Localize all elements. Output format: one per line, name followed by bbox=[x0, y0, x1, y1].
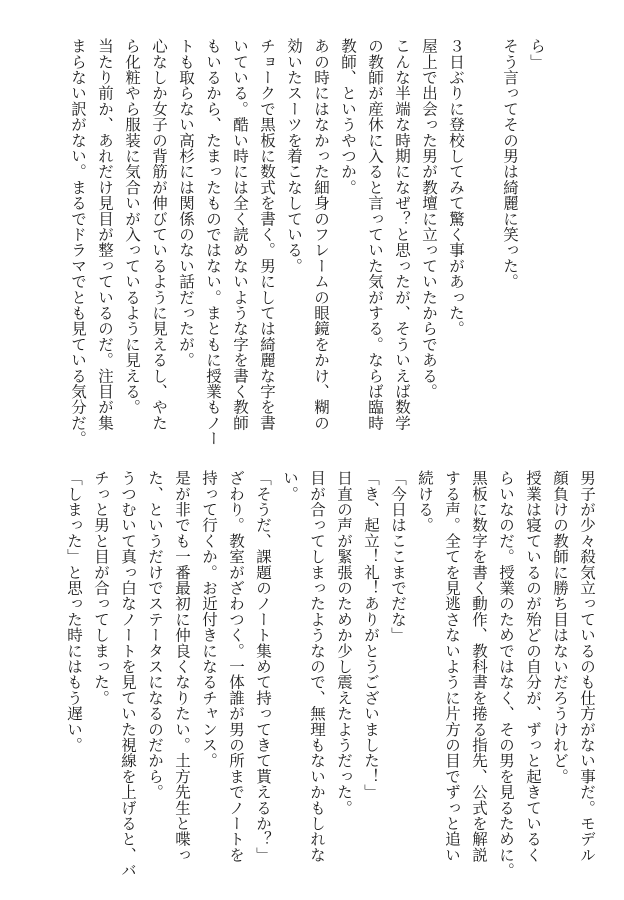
text-line: 「き、起立！礼！ありがとうございました！」 bbox=[362, 470, 380, 800]
text-line: ら化粧やら服装に気合いが入っているように見える。 bbox=[123, 38, 141, 415]
text-line: うつむいて真っ白なノートを見ていた視線を上げると、バ bbox=[119, 470, 137, 879]
text-line: チっと男と目が合ってしまった。 bbox=[92, 470, 110, 706]
text-line: い。 bbox=[281, 470, 299, 502]
text-line: 授業は寝ているのが殆どの自分が、ずっと起きているく bbox=[524, 470, 542, 863]
text-line: 是が非でも一番最初に仲良くなりたい。土方先生と喋っ bbox=[173, 470, 191, 863]
text-line: 「今日はここまでだな」 bbox=[389, 470, 407, 643]
text-line: ざわり。教室がざわつく。一体誰が男の所までノートを bbox=[227, 470, 245, 863]
text-line: 黒板に数字を書く動作、教科書を捲る指先、公式を解説 bbox=[470, 470, 488, 863]
text-line: 屋上で出会った男が教壇に立っていたからである。 bbox=[420, 38, 438, 400]
text-line: チョークで黒板に数式を書く。男にしては綺麗な字を書 bbox=[258, 38, 276, 431]
text-line: た、というだけでステータスになるのだから。 bbox=[146, 470, 164, 800]
blank-line bbox=[469, 38, 496, 448]
text-line: ら」 bbox=[528, 38, 546, 70]
text-line: いている。酷い時には全く読めないような字を書く教師 bbox=[231, 38, 249, 431]
lower-text-block bbox=[65, 470, 600, 879]
text-line: 男子が少々殺気立っているのも仕方がない事だ。モデル bbox=[578, 470, 596, 863]
text-line: 心なしか女子の背筋が伸びているように見えるし、やた bbox=[150, 38, 168, 431]
text-line: 目が合ってしまったようなので、無理もないかもしれな bbox=[308, 470, 326, 863]
text-line: 顔負けの教師に勝ち目はないだろうけれど。 bbox=[551, 470, 569, 784]
text-line: 当たり前か、あれだけ見目が整っているのだ。注目が集 bbox=[96, 38, 114, 431]
text-line: 「そうだ、課題のノート集めて持ってきて貰えるか？」 bbox=[254, 470, 272, 863]
text-line: 「しまった」と思った時にはもう遅い。 bbox=[65, 470, 83, 753]
text-line: らいなのだ。授業のためではなく、その男を見るために。 bbox=[497, 470, 515, 879]
text-line: 教師、というやつか。 bbox=[339, 38, 357, 195]
text-line: もいるから、たまったものではない。まともに授業もノー bbox=[204, 38, 222, 447]
text-line: 日直の声が緊張のためか少し震えたようだった。 bbox=[335, 470, 353, 816]
upper-text-block bbox=[69, 38, 550, 448]
text-line: そう言ってその男は綺麗に笑った。 bbox=[501, 38, 519, 290]
text-line: あの時にはなかった細身のフレームの眼鏡をかけ、糊の bbox=[312, 38, 330, 431]
text-line: 続ける。 bbox=[416, 470, 434, 533]
text-line: トも取らない高杉には関係のない話だったが。 bbox=[177, 38, 195, 368]
text-line: する声。全てを見逃さないように片方の目でずっと追い bbox=[443, 470, 461, 863]
text-line: こんな半端な時期になぜ？と思ったが、そういえば数学 bbox=[393, 38, 411, 431]
text-line: の教師が産休に入ると言っていた気がする。ならば臨時 bbox=[366, 38, 384, 431]
text-line: 持って行くか。お近付きになるチャンス。 bbox=[200, 470, 218, 769]
text-line: ３日ぶりに登校してみて驚く事があった。 bbox=[447, 38, 465, 337]
text-line: まらない訳がない。まるでドラマでとも見ている気分だ。 bbox=[69, 38, 87, 447]
text-line: 効いたスーツを着こなしている。 bbox=[285, 38, 303, 274]
